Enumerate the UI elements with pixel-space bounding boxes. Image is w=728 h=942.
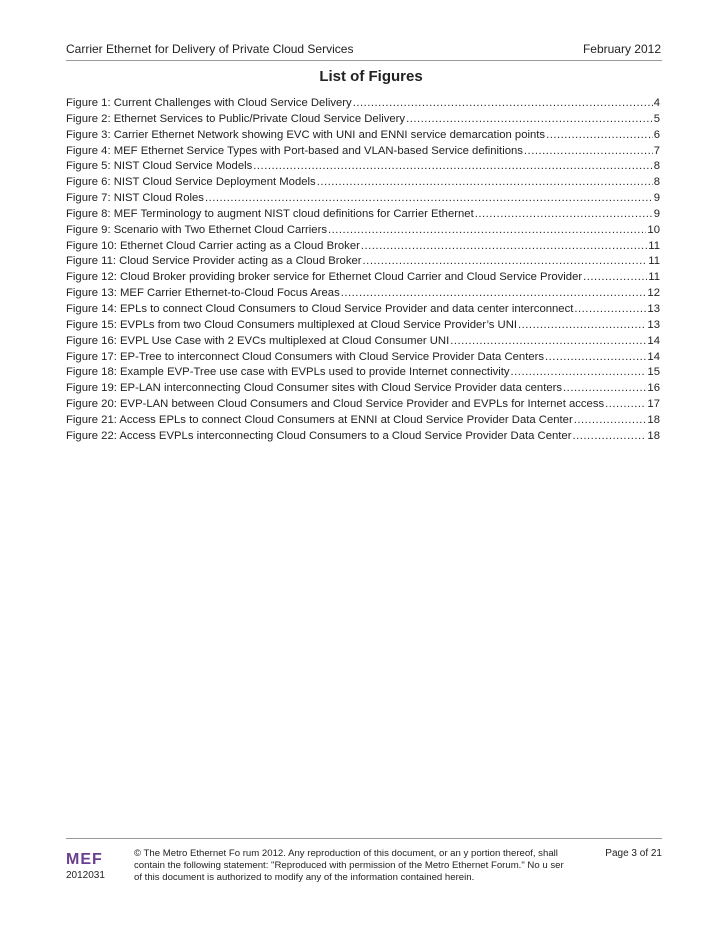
figure-entry[interactable]	[66, 175, 660, 191]
figure-entry-label: Figure 10: Ethernet Cloud Carrier acting as a Cloud Broker	[66, 239, 360, 252]
dot-leader	[475, 207, 653, 223]
dot-leader	[545, 350, 646, 366]
dot-leader	[328, 223, 646, 239]
figure-entry-page: 18	[647, 429, 660, 442]
figure-entry-label: Figure 22: Access EVPLs interconnecting Cloud Consumers to a Cloud Service Provider Data Center	[66, 429, 572, 442]
figure-entry[interactable]	[66, 365, 660, 381]
page-header	[66, 42, 661, 56]
dot-leader	[205, 191, 653, 207]
dot-leader	[511, 365, 647, 381]
figure-entry[interactable]	[66, 286, 660, 302]
figure-entry-page: 8	[653, 176, 660, 189]
copyright-line: © The Metro Ethernet Fo rum 2012. Any reproduction of this document, or an y portion thereof, shall	[134, 848, 558, 859]
figure-entry-label: Figure 12: Cloud Broker providing broker service for Ethernet Cloud Carrier and Cloud Service Provider	[66, 271, 583, 284]
dot-leader	[341, 286, 647, 302]
figure-entry-label: Figure 5: NIST Cloud Service Models	[66, 160, 253, 173]
figure-entry[interactable]	[66, 191, 660, 207]
figure-entry-label: Figure 2: Ethernet Services to Public/Private Cloud Service Delivery	[66, 112, 406, 125]
figure-entry-page: 6	[653, 128, 660, 141]
dot-leader	[317, 175, 653, 191]
figure-entry-page: 14	[647, 334, 660, 347]
figure-entry-label: Figure 14: EPLs to connect Cloud Consumers to Cloud Service Provider and data center interconnect	[66, 302, 574, 315]
dot-leader	[518, 318, 646, 334]
figure-entry[interactable]	[66, 397, 660, 413]
figure-entry[interactable]	[66, 223, 660, 239]
figure-entry-page: 8	[653, 160, 660, 173]
figure-entry-label: Figure 9: Scenario with Two Ethernet Cloud Carriers	[66, 223, 327, 236]
figure-entry[interactable]	[66, 350, 660, 366]
figure-entry-page: 5	[653, 112, 660, 125]
mef-logo: MEF	[66, 851, 103, 868]
figure-entry-page: 13	[647, 302, 660, 315]
figure-entry-label: Figure 13: MEF Carrier Ethernet-to-Cloud Focus Areas	[66, 287, 340, 300]
figure-entry[interactable]	[66, 318, 660, 334]
copyright-notice	[134, 848, 574, 884]
figure-entry-label: Figure 7: NIST Cloud Roles	[66, 192, 204, 205]
dot-leader	[361, 239, 647, 255]
figure-entry[interactable]	[66, 128, 660, 144]
dot-leader	[450, 334, 646, 350]
figure-entry[interactable]	[66, 112, 660, 128]
dot-leader	[574, 302, 646, 318]
dot-leader	[253, 159, 652, 175]
figure-entry-label: Figure 15: EVPLs from two Cloud Consumers multiplexed at Cloud Service Provider’s UNI	[66, 318, 518, 331]
figure-entry-page: 12	[647, 287, 660, 300]
figure-entry-label: Figure 19: EP-LAN interconnecting Cloud Consumer sites with Cloud Service Provider data centers	[66, 382, 563, 395]
page-number: Page 3 of 21	[605, 848, 662, 859]
figure-entry-page: 7	[653, 144, 660, 157]
dot-leader	[583, 270, 647, 286]
figure-entry-label: Figure 21: Access EPLs to connect Cloud Consumers at ENNI at Cloud Service Provider Data Center	[66, 413, 573, 426]
figure-entry-label: Figure 3: Carrier Ethernet Network showing EVC with UNI and ENNI service demarcation points	[66, 128, 546, 141]
document-date: February 2012	[582, 42, 661, 56]
figure-entry-page: 11	[648, 239, 660, 252]
document-title: Carrier Ethernet for Delivery of Private Cloud Services	[66, 42, 354, 56]
figure-entry[interactable]	[66, 270, 660, 286]
figure-entry-label: Figure 1: Current Challenges with Cloud Service Delivery	[66, 97, 352, 109]
figure-entry[interactable]	[66, 159, 660, 175]
figure-entry-label: Figure 16: EVPL Use Case with 2 EVCs multiplexed at Cloud Consumer UNI	[66, 334, 450, 347]
dot-leader	[574, 413, 647, 429]
figure-entry-label: Figure 4: MEF Ethernet Service Types with Port-based and VLAN-based Service definitions	[66, 144, 523, 157]
figure-entry-label: Figure 6: NIST Cloud Service Deployment Models	[66, 176, 316, 189]
figure-entry[interactable]	[66, 239, 660, 255]
figure-list	[66, 96, 660, 445]
figure-entry-page: 10	[647, 223, 660, 236]
dot-leader	[363, 254, 648, 270]
figure-entry-label: Figure 8: MEF Terminology to augment NIST cloud definitions for Carrier Ethernet	[66, 207, 474, 220]
dot-leader	[353, 96, 653, 112]
figure-entry-page: 17	[647, 398, 660, 411]
figure-entry[interactable]	[66, 381, 660, 397]
figure-entry[interactable]	[66, 334, 660, 350]
figure-entry-page: 15	[647, 366, 660, 379]
figure-entry[interactable]	[66, 302, 660, 318]
copyright-line: contain the following statement: "Reproduced with permission of the Metro Ethernet Forum." No u ser	[134, 860, 564, 871]
figure-entry[interactable]	[66, 254, 660, 270]
figure-entry-page: 11	[648, 255, 660, 268]
dot-leader	[572, 429, 646, 445]
figure-entry-page: 11	[648, 271, 660, 284]
figure-entry-page: 4	[653, 97, 660, 109]
figure-entry-page: 16	[647, 382, 660, 395]
figure-entry-page: 9	[653, 207, 660, 220]
figure-entry-label: Figure 20: EVP-LAN between Cloud Consumers and Cloud Service Provider and EVPLs for Internet access	[66, 398, 605, 411]
figure-entry[interactable]	[66, 96, 660, 112]
header-divider	[66, 60, 662, 61]
figure-entry[interactable]	[66, 207, 660, 223]
dot-leader	[605, 397, 646, 413]
figure-entry-label: Figure 17: EP-Tree to interconnect Cloud Consumers with Cloud Service Provider Data Centers	[66, 350, 545, 363]
footer-divider	[66, 838, 662, 839]
section-title: List of Figures	[319, 68, 423, 85]
figure-entry-label: Figure 18: Example EVP-Tree use case with EVPLs used to provide Internet connectivity	[66, 366, 510, 379]
figure-entry-page: 14	[647, 350, 660, 363]
figure-entry-page: 9	[653, 192, 660, 205]
dot-leader	[546, 128, 653, 144]
dot-leader	[563, 381, 646, 397]
figure-entry[interactable]	[66, 413, 660, 429]
copyright-line: of this document is authorized to modify any of the information contained herein.	[134, 872, 475, 883]
dot-leader	[406, 112, 653, 128]
dot-leader	[524, 144, 653, 160]
figure-entry-page: 13	[647, 318, 660, 331]
figure-entry-page: 18	[647, 413, 660, 426]
figure-entry[interactable]	[66, 144, 660, 160]
document-code: 2012031	[66, 870, 105, 881]
figure-entry[interactable]	[66, 429, 660, 445]
figure-entry-label: Figure 11: Cloud Service Provider acting as a Cloud Broker	[66, 255, 362, 268]
